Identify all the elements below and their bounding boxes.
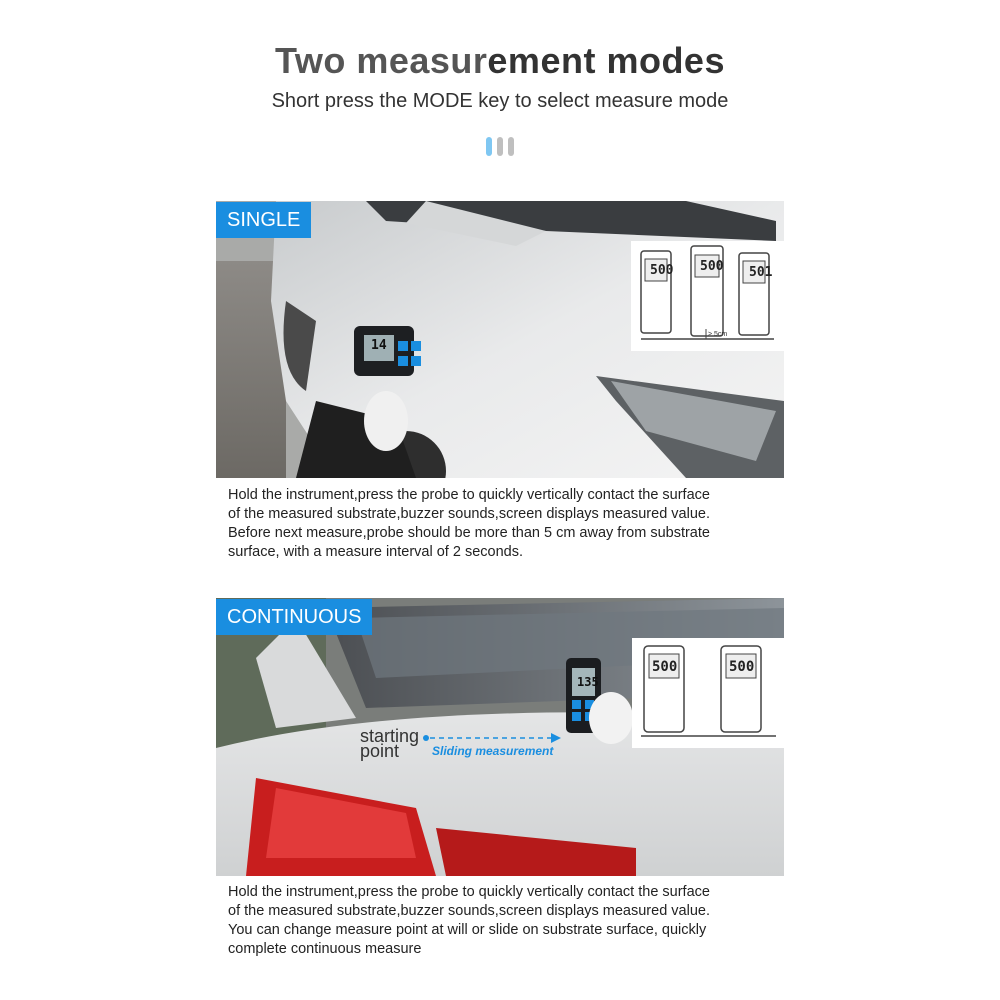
continuous-mode-photo bbox=[216, 598, 784, 876]
description-line: You can change measure point at will or slide on substrate surface, quickly bbox=[228, 922, 707, 938]
device-reading: 500 bbox=[729, 659, 755, 675]
device-reading: 500 bbox=[700, 259, 724, 274]
mode-tag-continuous: CONTINUOUS bbox=[216, 599, 372, 635]
description-line: Hold the instrument,press the probe to quickly vertically contact the surface bbox=[228, 884, 710, 900]
single-mode-description bbox=[228, 486, 778, 562]
handheld-reading: 14 bbox=[371, 338, 387, 353]
distance-note: > 5cm bbox=[708, 331, 728, 338]
description-line: of the measured substrate,buzzer sounds,screen displays measured value. bbox=[228, 506, 710, 522]
sliding-measurement-label: Sliding measurement bbox=[432, 744, 554, 758]
handheld-reading: 135 bbox=[577, 675, 599, 689]
description-line: of the measured substrate,buzzer sounds,screen displays measured value. bbox=[228, 903, 710, 919]
device-reading: 501 bbox=[749, 265, 773, 280]
page-title: Two measurement modes bbox=[275, 40, 725, 81]
description-line: complete continuous measure bbox=[228, 941, 422, 957]
page-subtitle: Short press the MODE key to select measure mode bbox=[271, 90, 729, 112]
device-reading: 500 bbox=[652, 659, 678, 675]
description-line: Before next measure,probe should be more than 5 cm away from substrate bbox=[228, 525, 710, 541]
device-reading: 500 bbox=[650, 263, 674, 278]
starting-point-label bbox=[360, 726, 420, 761]
single-mode-photo bbox=[216, 201, 784, 478]
indicator-bar bbox=[497, 137, 503, 156]
mode-tag-single: SINGLE bbox=[216, 202, 311, 238]
starting-point-line: starting bbox=[360, 726, 420, 746]
starting-point-line: point bbox=[360, 741, 400, 761]
indicator-bar bbox=[508, 137, 514, 156]
description-line: surface, with a measure interval of 2 seconds. bbox=[228, 544, 523, 560]
section-indicator bbox=[486, 137, 516, 156]
description-line: Hold the instrument,press the probe to quickly vertically contact the surface bbox=[228, 487, 710, 503]
indicator-bar bbox=[486, 137, 492, 156]
continuous-mode-description bbox=[228, 883, 778, 959]
